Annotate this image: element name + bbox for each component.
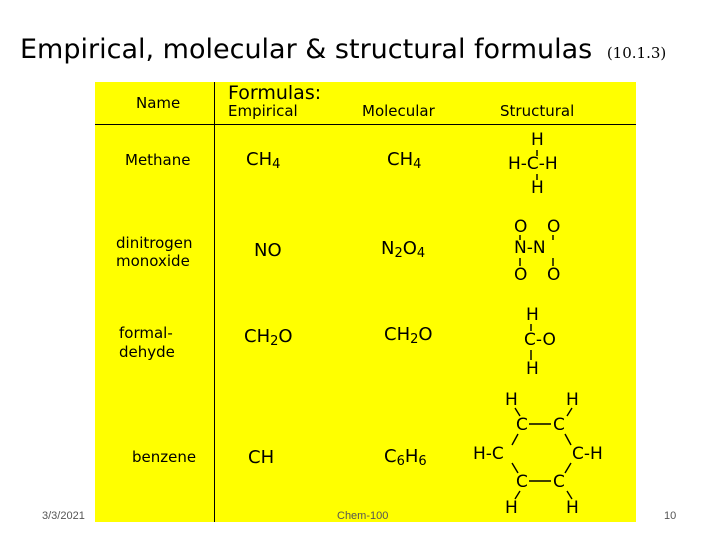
benzene-c-h-right: C-H bbox=[572, 444, 603, 464]
benzene-c-bottom-right: C bbox=[553, 472, 565, 492]
benzene-bond-6 bbox=[512, 463, 518, 473]
title-reference: (10.1.3) bbox=[606, 44, 667, 62]
benzene-c-top-right: C bbox=[553, 415, 565, 435]
header-molecular: Molecular bbox=[362, 102, 435, 120]
footer-course: Chem-100 bbox=[337, 510, 389, 522]
benzene-h-bottom-right: H bbox=[566, 498, 579, 518]
footer-date: 3/3/2021 bbox=[42, 510, 85, 522]
header-formulas: Formulas: bbox=[228, 82, 322, 104]
molecular-n2o4: $N_2O_4$ bbox=[381, 238, 426, 261]
benzene-h-bottom-left: H bbox=[505, 498, 518, 518]
n2o4-o-top-left: O bbox=[514, 217, 528, 237]
n2o4-o-top-right: O bbox=[547, 217, 561, 237]
empirical-formaldehyde: $CH_2O$ bbox=[244, 326, 293, 349]
formaldehyde-h-top: H bbox=[526, 305, 539, 325]
name-formal: formal- bbox=[119, 324, 173, 342]
empirical-n2o4: NO bbox=[254, 240, 282, 261]
benzene-bond-10 bbox=[567, 491, 572, 499]
header-name: Name bbox=[136, 94, 181, 112]
benzene-c-bottom-left: C bbox=[516, 472, 528, 492]
benzene-c-top-left: C bbox=[516, 415, 528, 435]
methane-h-bottom: H bbox=[531, 178, 544, 198]
bond-lines bbox=[95, 82, 636, 522]
benzene-bond-2 bbox=[567, 408, 572, 416]
benzene-h-top-right: H bbox=[566, 390, 579, 410]
benzene-bond-9 bbox=[515, 491, 520, 499]
benzene-bond-4 bbox=[512, 434, 518, 445]
methane-h-top: H bbox=[531, 130, 544, 150]
benzene-bond-7 bbox=[565, 463, 571, 473]
name-dinitrogen: dinitrogen bbox=[116, 234, 193, 252]
slide-title bbox=[20, 34, 666, 65]
benzene-bond-1 bbox=[515, 408, 520, 416]
name-dehyde: dehyde bbox=[119, 343, 175, 361]
benzene-h-c-left: H-C bbox=[473, 444, 504, 464]
formaldehyde-c-o: C-O bbox=[524, 330, 556, 350]
molecular-formaldehyde: $CH_2O$ bbox=[384, 324, 433, 347]
molecular-methane: $CH_4$ bbox=[387, 149, 422, 172]
empirical-methane: $CH_4$ bbox=[246, 149, 281, 172]
molecular-benzene: $C_6H_6$ bbox=[384, 446, 427, 469]
name-benzene: benzene bbox=[132, 448, 197, 466]
benzene-bond-5 bbox=[565, 434, 571, 445]
header-empirical: Empirical bbox=[228, 102, 298, 120]
formaldehyde-h-bottom: H bbox=[526, 359, 539, 379]
n2o4-n-n: N-N bbox=[514, 238, 546, 258]
header-structural: Structural bbox=[500, 102, 575, 120]
n2o4-o-bottom-right: O bbox=[547, 265, 561, 285]
empirical-benzene: CH bbox=[248, 447, 275, 468]
formula-table bbox=[95, 82, 636, 522]
n2o4-o-bottom-left: O bbox=[514, 265, 528, 285]
title-text: Empirical, molecular & structural formulas bbox=[20, 34, 593, 65]
name-methane: Methane bbox=[125, 151, 191, 169]
footer-page-number: 10 bbox=[664, 510, 677, 522]
name-monoxide: monoxide bbox=[116, 252, 190, 270]
methane-h-c-h: H-C-H bbox=[508, 154, 558, 174]
benzene-h-top-left: H bbox=[505, 390, 518, 410]
